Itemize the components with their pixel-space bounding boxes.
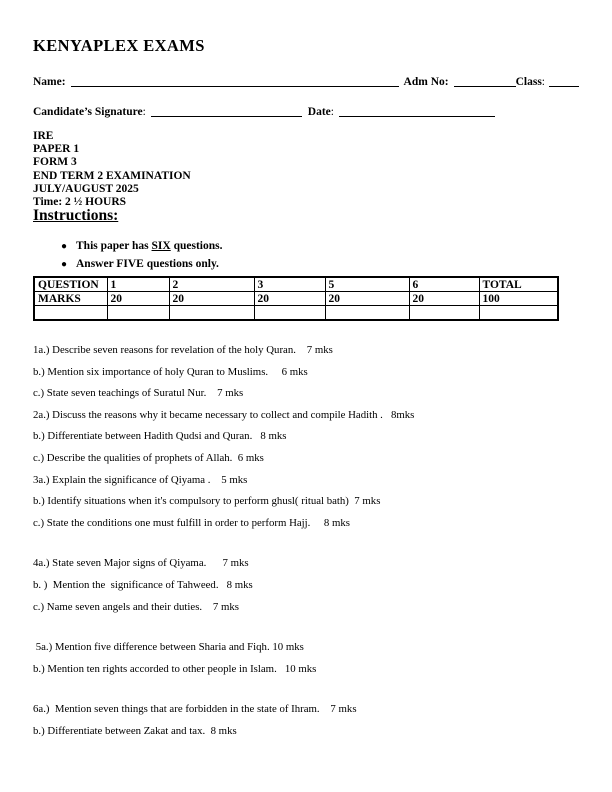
question-line: b.) Mention six importance of holy Quran to Muslims. 6 mks (33, 365, 308, 378)
exam-form: FORM 3 (33, 156, 77, 169)
header-cell-q2: 2 (169, 277, 254, 292)
header-cell-q6: 6 (409, 277, 479, 292)
empty-cell (254, 306, 325, 321)
instruction-text: This paper has SIX questions. (76, 240, 223, 252)
question-line: c.) Name seven angels and their duties. 7 mks (33, 600, 239, 613)
question-line: 3a.) Explain the significance of Qiyama . 5 mks (33, 473, 248, 486)
question-line: c.) Describe the qualities of prophets of Allah. 6 mks (33, 451, 264, 464)
name-field-row (33, 74, 579, 88)
instructions-heading: Instructions: (33, 207, 119, 224)
question-block-4 (33, 553, 593, 618)
question-line: 4a.) State seven Major signs of Qiyama. 7 mks (33, 557, 249, 570)
question-line: c.) State seven teachings of Suratul Nur. 7 mks (33, 387, 244, 400)
header-cell-q1: 1 (107, 277, 169, 292)
header-cell-total: TOTAL (479, 277, 558, 292)
header-cell-q5: 5 (325, 277, 409, 292)
header-cell-question: QUESTION (34, 277, 107, 292)
exam-term: END TERM 2 EXAMINATION (33, 169, 191, 182)
page-title: KENYAPLEX EXAMS (33, 36, 205, 55)
exam-date: JULY/AUGUST 2025 (33, 182, 139, 195)
empty-cell (107, 306, 169, 321)
marks-grid-table (33, 276, 559, 321)
exam-paper-number: PAPER 1 (33, 143, 80, 156)
adm-no-fill-line (454, 76, 516, 87)
marks-cell-q1: 20 (107, 292, 169, 306)
date-colon: : (330, 106, 334, 118)
question-line: 2a.) Discuss the reasons why it became necessary to collect and compile Hadith . 8mks (33, 408, 415, 421)
marks-cell-q2: 20 (169, 292, 254, 306)
instructions-list (61, 238, 223, 273)
exam-info-block (33, 130, 191, 209)
question-line: b.) Mention ten rights accorded to other people in Islam. 10 mks (33, 662, 317, 675)
question-line: b.) Differentiate between Hadith Qudsi and Quran. 8 mks (33, 430, 287, 443)
empty-cell (169, 306, 254, 321)
adm-no-label: Adm No: (403, 76, 449, 88)
marks-cell-q3: 20 (254, 292, 325, 306)
questions-section (33, 340, 593, 743)
bullet-icon: ● (61, 258, 68, 270)
question-block-5 (33, 637, 593, 680)
header-cell-q3: 3 (254, 277, 325, 292)
date-fill-line (339, 106, 495, 117)
question-block-6 (33, 699, 593, 742)
empty-cell (409, 306, 479, 321)
question-line: 1a.) Describe seven reasons for revelation of the holy Quran. 7 mks (33, 344, 333, 356)
empty-cell (325, 306, 409, 321)
signature-field-row (33, 104, 579, 118)
question-line: b.) Differentiate between Zakat and tax. 8 mks (33, 724, 237, 737)
signature-colon: : (142, 106, 146, 118)
class-fill-line (549, 76, 579, 87)
question-line: b.) Identify situations when it's compulsory to perform ghusl( ritual bath) 7 mks (33, 495, 381, 508)
marks-cell-total: 100 (479, 292, 558, 306)
name-fill-line (71, 76, 399, 87)
class-colon: : (541, 76, 545, 88)
signature-label: Candidate’s Signature (33, 106, 143, 118)
empty-cell (479, 306, 558, 321)
empty-cell (34, 306, 107, 321)
question-line: c.) State the conditions one must fulfill in order to perform Hajj. 8 mks (33, 516, 350, 529)
instruction-item (61, 238, 223, 256)
table-empty-row (34, 306, 558, 321)
marks-cell-q6: 20 (409, 292, 479, 306)
signature-fill-line (151, 106, 302, 117)
instruction-item (61, 256, 223, 274)
instruction-text: Answer FIVE questions only. (76, 257, 219, 270)
table-header-row (34, 277, 558, 292)
marks-cell-q5: 20 (325, 292, 409, 306)
question-line: 5a.) Mention five difference between Sharia and Fiqh. 10 mks (33, 641, 304, 654)
question-line: 6a.) Mention seven things that are forbidden in the state of Ihram. 7 mks (33, 703, 357, 716)
exam-duration: Time: 2 ½ HOURS (33, 196, 127, 209)
bullet-icon: ● (61, 241, 68, 252)
date-label: Date (307, 106, 331, 118)
name-label: Name: (33, 76, 66, 88)
class-label: Class (515, 76, 542, 88)
marks-cell-label: MARKS (34, 292, 107, 306)
table-marks-row (34, 292, 558, 306)
question-line: b. ) Mention the significance of Tahweed. 8 mks (33, 578, 253, 591)
question-block-1-3 (33, 340, 593, 534)
exam-subject: IRE (33, 130, 54, 142)
